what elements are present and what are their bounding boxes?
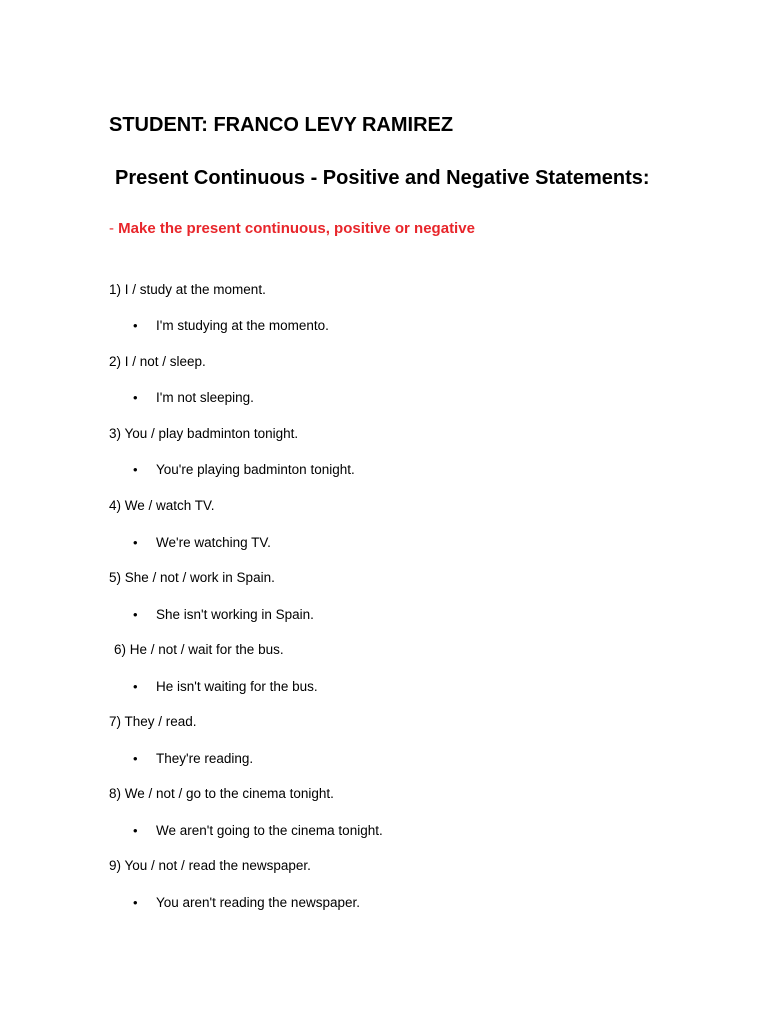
bullet-icon: • [133,823,138,838]
exercise-prompt: 6) He / not / wait for the bus. [114,642,284,657]
exercise-prompt: 7) They / read. [109,714,197,729]
exercise-answer [133,462,355,477]
instruction-text: Make the present continuous, positive or negative [118,220,475,237]
exercise-prompt: 8) We / not / go to the cinema tonight. [109,786,334,801]
bullet-icon: • [133,679,138,694]
exercise-answer [133,390,254,405]
answer-text: She isn't working in Spain. [156,607,314,622]
bullet-icon: • [133,607,138,622]
answer-text: He isn't waiting for the bus. [156,679,318,694]
bullet-icon: • [133,535,138,550]
bullet-icon: • [133,895,138,910]
exercise-prompt: 4) We / watch TV. [109,498,215,513]
answer-text: We're watching TV. [156,535,271,550]
exercise-answer [133,751,253,766]
answer-text: You're playing badminton tonight. [156,462,355,477]
answer-text: You aren't reading the newspaper. [156,895,360,910]
exercise-prompt: 1) I / study at the moment. [109,282,266,297]
answer-text: We aren't going to the cinema tonight. [156,823,383,838]
answer-text: I'm not sleeping. [156,390,254,405]
bullet-icon: • [133,390,138,405]
exercise-prompt: 5) She / not / work in Spain. [109,570,275,585]
bullet-icon: • [133,462,138,477]
bullet-icon: • [133,318,138,333]
exercise-answer [133,823,383,838]
answer-text: I'm studying at the momento. [156,318,329,333]
exercise-prompt: 3) You / play badminton tonight. [109,426,299,441]
exercise-answer [133,535,271,550]
exercise-answer [133,679,318,694]
worksheet-title: Present Continuous - Positive and Negative Statements: [115,167,650,189]
student-name-heading: STUDENT: FRANCO LEVY RAMIREZ [109,114,454,136]
instruction-dash: - [109,220,119,237]
answer-text: They're reading. [156,751,254,766]
exercise-prompt: 2) I / not / sleep. [109,354,206,369]
exercise-answer [133,895,360,910]
bullet-icon: • [133,751,138,766]
exercise-answer [133,607,314,622]
exercise-prompt: 9) You / not / read the newspaper. [109,858,311,873]
exercise-answer [133,318,329,333]
instruction-line [109,220,475,237]
